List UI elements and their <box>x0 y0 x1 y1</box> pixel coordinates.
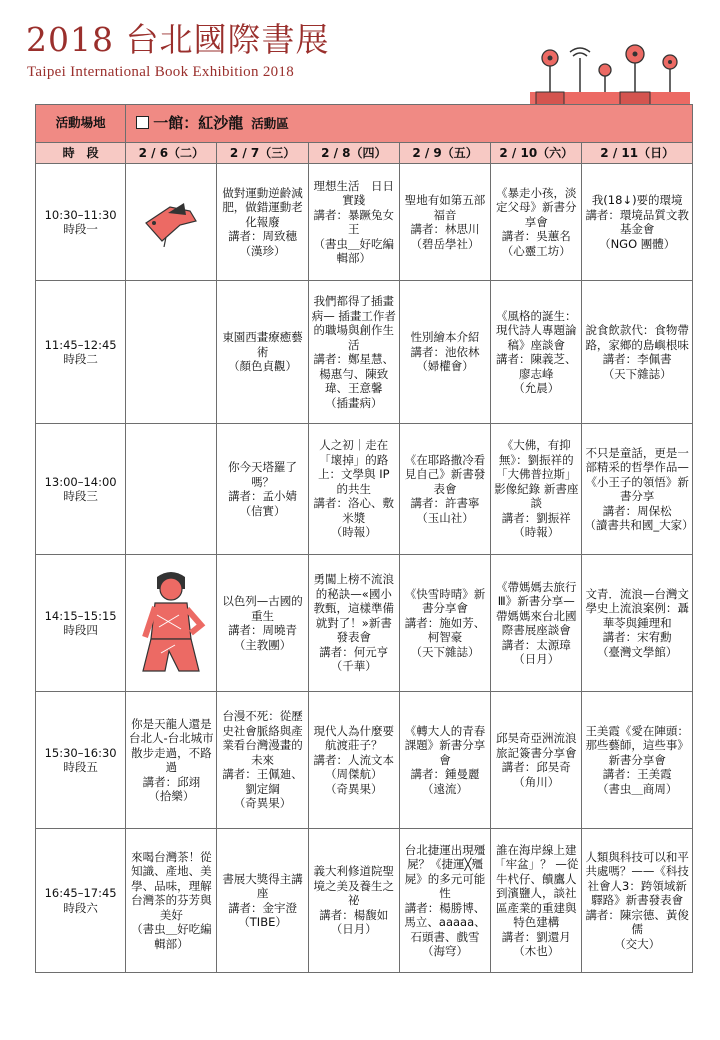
session-cell: 以色列—古國的重生 講者：周曉青 （主教團） <box>217 555 308 692</box>
session-cell: 做對運動逆齡減肥，做錯運動老化報廢 講者：周致穗 （漢珍） <box>217 164 308 281</box>
page-title: 2018 台北國際書展 <box>26 20 330 59</box>
session-cell: 書展大獎得主講座 講者：金宇澄 （TIBE） <box>217 829 308 973</box>
session-cell: 理想生活 日日實踐 講者：暴蹶兔女王 （書虫＿好吃編輯部） <box>308 164 399 281</box>
column-header: 2 / 7（三） <box>217 143 308 164</box>
period-label: 時段二 <box>63 352 98 366</box>
session-cell: 不只是童話，更是一部精采的哲學作品—《小王子的領悟》新書分享 講者：周保松 （讀書共和國_大家） <box>582 424 693 555</box>
time-slot-cell <box>36 555 126 692</box>
time-range: 15:30–16:30 <box>44 745 117 760</box>
column-header: 2 / 9（五） <box>399 143 490 164</box>
checkbox-icon <box>136 116 149 129</box>
session-cell: 說食飲款代：食物帶路，家鄉的島嶼根味 講者：李佩書 （天下雜誌） <box>582 281 693 424</box>
session-cell: 我們都得了插畫病— 插畫工作者的職場與創作生活 講者：鄭星慧、楊惠勻、陳致瑋、王意馨 （插畫病） <box>308 281 399 424</box>
session-cell <box>126 281 217 424</box>
table-row <box>36 692 693 829</box>
session-cell: 《快雪時晴》新書分享會 講者：施如芳、柯智豪 （天下雜誌） <box>399 555 490 692</box>
session-cell: 誰在海岸線上建「牢盆」？ —從牛杙仔、饋鷹人到濱鹽人，談社區產業的重建與特色建構 講者：劉還月 （木也） <box>491 829 582 973</box>
session-cell: 邱昊奇亞洲流浪旅記簽書分享會 講者：邱昊奇 （角川） <box>491 692 582 829</box>
schedule-table <box>35 104 693 973</box>
session-cell: 文青．流浪—台灣文學史上流浪案例：聶華苓與鍾理和 講者：宋宥勳 （臺灣文學館） <box>582 555 693 692</box>
session-cell: 你今天塔羅了嗎？ 講者：孟小婧 （信實） <box>217 424 308 555</box>
session-cell: 《在耶路撒冷看見自己》新書發表會 講者：許書寧 （玉山社） <box>399 424 490 555</box>
session-cell: 你是天龍人還是台北人-台北城市散步走過，不路過 講者：邱翊 （拾樂） <box>126 692 217 829</box>
column-header: 2 / 11（日） <box>582 143 693 164</box>
venue-name: 一館：紅沙龍 <box>153 113 244 132</box>
period-label: 時段一 <box>63 222 98 236</box>
table-row <box>36 829 693 973</box>
session-cell: 勇闖上榜不流浪的秘訣—«國小教甄，這樣準備就對了！»新書發表會 講者：何元亨 （千華） <box>308 555 399 692</box>
period-label: 時段三 <box>63 489 98 503</box>
session-cell: 人類與科技可以和平共處嗎？——《科技 社會人3：跨領域新驛路》新書發表會 講者：陳宗德、黃俊儒 （交大） <box>582 829 693 973</box>
session-cell <box>126 424 217 555</box>
venue-area: 活動區 <box>251 115 289 131</box>
time-slot-cell <box>36 692 126 829</box>
table-row <box>36 424 693 555</box>
period-label: 時段四 <box>63 623 98 637</box>
person-illustration <box>135 567 207 679</box>
time-slot-cell <box>36 164 126 281</box>
time-range: 13:00–14:00 <box>44 474 117 489</box>
table-row <box>36 555 693 692</box>
venue-label: 活動場地 <box>36 105 126 143</box>
session-cell: 來喝台灣茶！從知識、產地、美學、品味，理解台灣茶的芬芳與美好 （書虫＿好吃編輯部） <box>126 829 217 973</box>
session-cell: 性別繪本介紹 講者：池依林 （婦權會） <box>399 281 490 424</box>
session-cell: 現代人為什麼要航渡莊子？ 講者：人流文本 （周傑航） （奇異果） <box>308 692 399 829</box>
time-range: 11:45–12:45 <box>44 337 117 352</box>
column-header-row <box>36 143 693 164</box>
session-cell: 我(18↓)要的環境 講者：環境品質文教基金會 （NGO 團體） <box>582 164 693 281</box>
session-cell: 義大利修道院聖境之美及養生之祕 講者：楊馥如 （日月） <box>308 829 399 973</box>
session-cell: 王美霞《愛在陣頭：那些藝師，這些事》新書分享會 講者：王美霞 （書虫＿商周） <box>582 692 693 829</box>
column-header: 時 段 <box>36 143 126 164</box>
session-cell: 台北捷運出現殭屍？《捷運╳殭屍》的多元可能性 講者：楊勝博、馬立、aaaaa、石頭書、戲雪 （海穹） <box>399 829 490 973</box>
session-cell: 《轉大人的青春課題》新書分享會 講者：鍾曼麗 （遠流） <box>399 692 490 829</box>
time-slot-cell <box>36 829 126 973</box>
table-row <box>36 164 693 281</box>
session-cell: 人之初｜走在「壞掉」的路上：文學與 IP 的共生 講者：洛心、敷米漿 （時報） <box>308 424 399 555</box>
illustration-cell <box>126 555 217 692</box>
time-slot-cell <box>36 424 126 555</box>
bird-icon <box>140 197 202 247</box>
session-cell: 《風格的誕生：現代詩人專題論稿》座談會 講者：陳義芝、廖志峰 （允晨） <box>491 281 582 424</box>
session-cell: 《暴走小孩，淡定父母》新書分享會 講者：吳蕙名 （心靈工坊） <box>491 164 582 281</box>
table-row <box>36 281 693 424</box>
column-header: 2 / 6（二） <box>126 143 217 164</box>
session-cell: 台漫不死：從歷史社會脈絡與產業看台灣漫畫的未來 講者：王佩廸、劉定綱 （奇異果） <box>217 692 308 829</box>
time-range: 14:15–15:15 <box>44 608 117 623</box>
period-label: 時段六 <box>63 900 98 915</box>
venue-value <box>126 105 693 143</box>
session-cell: 東園西畫療癒藝術 （顏色貞觀） <box>217 281 308 424</box>
session-cell: 《大佛，有抑無》：劉振祥的「大佛普拉斯」影像紀錄 新書座談 講者：劉振祥 （時報） <box>491 424 582 555</box>
time-slot-cell <box>36 281 126 424</box>
session-cell: 聖地有如第五部福音 講者：林思川 （碧岳學社） <box>399 164 490 281</box>
venue-row <box>36 105 693 143</box>
session-cell: 《帶媽媽去旅行Ⅲ》新書分享—帶媽媽來台北國際書展座談會 講者：太源璋 （日月） <box>491 555 582 692</box>
period-label: 時段五 <box>63 760 98 774</box>
time-range: 16:45–17:45 <box>44 886 117 900</box>
column-header: 2 / 8（四） <box>308 143 399 164</box>
illustration-cell <box>126 164 217 281</box>
column-header: 2 / 10（六） <box>491 143 582 164</box>
page-subtitle: Taipei International Book Exhibition 2018 <box>27 64 295 80</box>
time-range: 10:30–11:30 <box>44 207 117 222</box>
